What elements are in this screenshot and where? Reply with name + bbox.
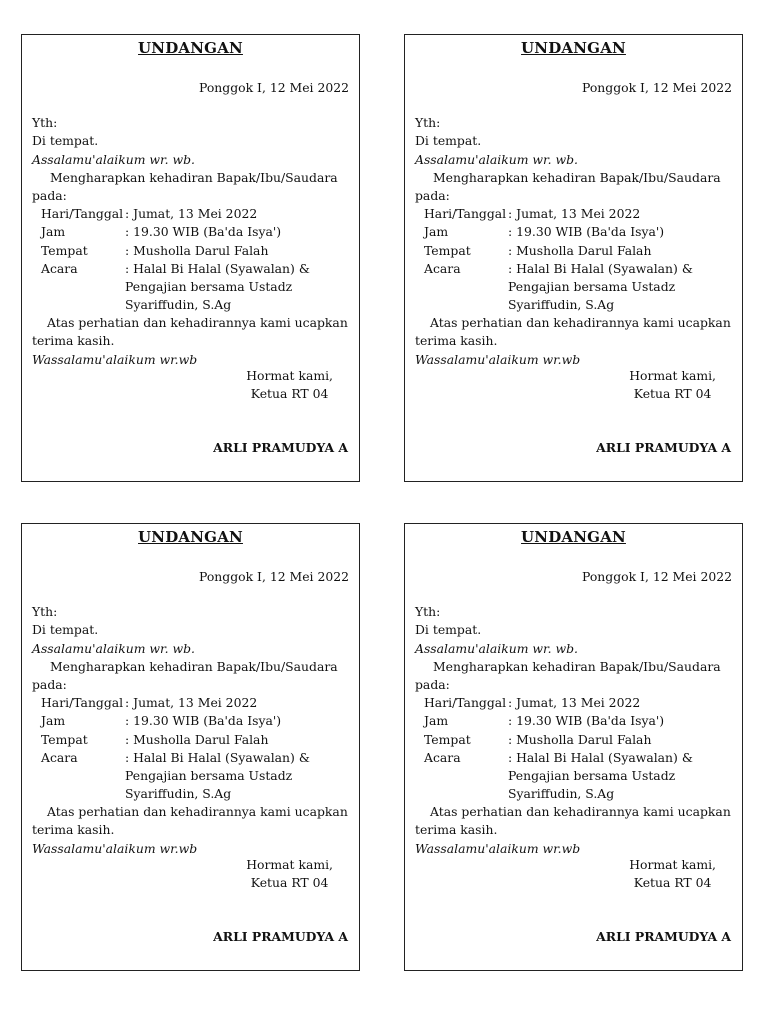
closing-line-2: terima kasih.	[415, 333, 498, 349]
invitation-body	[415, 79, 732, 369]
time-value: : 19.30 WIB (Ba'da Isya')	[508, 224, 665, 240]
position: Ketua RT 04	[250, 386, 329, 402]
day-label: Hari/Tanggal	[424, 206, 507, 222]
signer-name: ARLI PRAMUDYA A	[596, 929, 731, 944]
farewell: Wassalamu'alaikum wr.wb	[415, 351, 581, 367]
venue-value: : Musholla Darul Falah	[508, 731, 652, 747]
recipient: Yth:	[32, 115, 58, 131]
time-label: Jam	[41, 224, 66, 240]
location-line: Di tempat.	[32, 133, 99, 149]
place-date: Ponggok I, 12 Mei 2022	[199, 569, 349, 584]
time-label: Jam	[424, 224, 449, 240]
invitation-title: UNDANGAN	[138, 39, 243, 57]
intro-line-2: pada:	[415, 676, 450, 692]
time-value: : 19.30 WIB (Ba'da Isya')	[125, 224, 282, 240]
closing-line-1: Atas perhatian dan kehadirannya kami ucapkan	[430, 315, 731, 331]
venue-row	[32, 731, 349, 749]
invitation-title: UNDANGAN	[521, 528, 626, 546]
event-value-line-2: Pengajian bersama Ustadz	[125, 278, 293, 294]
closing-line-2: terima kasih.	[32, 333, 115, 349]
signer-name: ARLI PRAMUDYA A	[596, 440, 731, 455]
invitation-body	[415, 568, 732, 858]
invitation-card	[21, 523, 360, 971]
venue-row	[415, 731, 732, 749]
event-value-line-1: : Halal Bi Halal (Syawalan) &	[508, 260, 693, 276]
intro-line-2: pada:	[415, 187, 450, 203]
invitation-card	[21, 34, 360, 482]
event-value-line-2: Pengajian bersama Ustadz	[508, 767, 676, 783]
event-value-line-1: : Halal Bi Halal (Syawalan) &	[125, 749, 310, 765]
closing-line-1: Atas perhatian dan kehadirannya kami ucapkan	[430, 804, 731, 820]
closing-line-2: terima kasih.	[32, 822, 115, 838]
time-value: : 19.30 WIB (Ba'da Isya')	[508, 713, 665, 729]
venue-value: : Musholla Darul Falah	[125, 731, 269, 747]
event-value-line-3: Syariffudin, S.Ag	[125, 297, 232, 313]
farewell: Wassalamu'alaikum wr.wb	[32, 351, 198, 367]
event-value-line-3: Syariffudin, S.Ag	[508, 297, 615, 313]
signer-name: ARLI PRAMUDYA A	[213, 929, 348, 944]
venue-value: : Musholla Darul Falah	[125, 242, 269, 258]
event-value-line-2: Pengajian bersama Ustadz	[508, 278, 676, 294]
recipient: Yth:	[415, 115, 441, 131]
invitation-title: UNDANGAN	[521, 39, 626, 57]
farewell: Wassalamu'alaikum wr.wb	[32, 840, 198, 856]
day-value: : Jumat, 13 Mei 2022	[125, 695, 258, 711]
day-row	[415, 205, 732, 223]
venue-row	[415, 242, 732, 260]
venue-label: Tempat	[41, 731, 88, 747]
place-date: Ponggok I, 12 Mei 2022	[582, 80, 732, 95]
invitation-body	[32, 568, 349, 858]
greeting: Assalamu'alaikum wr. wb.	[32, 640, 195, 656]
location-line: Di tempat.	[415, 622, 482, 638]
signature-block	[629, 367, 716, 403]
event-label: Acara	[41, 260, 78, 276]
time-label: Jam	[424, 713, 449, 729]
invitation-title: UNDANGAN	[138, 528, 243, 546]
intro-line-2: pada:	[32, 676, 67, 692]
day-value: : Jumat, 13 Mei 2022	[508, 695, 641, 711]
event-value-line-3: Syariffudin, S.Ag	[125, 786, 232, 802]
event-label: Acara	[41, 749, 78, 765]
time-row	[32, 223, 349, 241]
location-line: Di tempat.	[32, 622, 99, 638]
position: Ketua RT 04	[633, 386, 712, 402]
closing-line-1: Atas perhatian dan kehadirannya kami ucapkan	[47, 315, 348, 331]
time-row	[415, 223, 732, 241]
time-row	[415, 712, 732, 730]
invitation-body	[32, 79, 349, 369]
location-line: Di tempat.	[415, 133, 482, 149]
day-row	[415, 694, 732, 712]
intro-line-1: Mengharapkan kehadiran Bapak/Ibu/Saudara	[50, 169, 338, 185]
event-label: Acara	[424, 749, 461, 765]
closing-line-2: terima kasih.	[415, 822, 498, 838]
event-row	[32, 260, 349, 278]
day-row	[32, 694, 349, 712]
day-label: Hari/Tanggal	[41, 695, 124, 711]
venue-label: Tempat	[424, 731, 471, 747]
signature-block	[629, 856, 716, 892]
intro-line-1: Mengharapkan kehadiran Bapak/Ibu/Saudara	[433, 169, 721, 185]
venue-row	[32, 242, 349, 260]
intro-line-1: Mengharapkan kehadiran Bapak/Ibu/Saudara	[433, 658, 721, 674]
greeting: Assalamu'alaikum wr. wb.	[415, 640, 578, 656]
signer-name: ARLI PRAMUDYA A	[213, 440, 348, 455]
day-label: Hari/Tanggal	[41, 206, 124, 222]
farewell: Wassalamu'alaikum wr.wb	[415, 840, 581, 856]
day-value: : Jumat, 13 Mei 2022	[125, 206, 258, 222]
time-value: : 19.30 WIB (Ba'da Isya')	[125, 713, 282, 729]
regards: Hormat kami,	[246, 368, 333, 383]
position: Ketua RT 04	[250, 875, 329, 891]
event-label: Acara	[424, 260, 461, 276]
place-date: Ponggok I, 12 Mei 2022	[582, 569, 732, 584]
venue-label: Tempat	[424, 242, 471, 258]
greeting: Assalamu'alaikum wr. wb.	[32, 151, 195, 167]
day-label: Hari/Tanggal	[424, 695, 507, 711]
intro-line-2: pada:	[32, 187, 67, 203]
signature-block	[246, 856, 333, 892]
invitation-card	[404, 523, 743, 971]
regards: Hormat kami,	[246, 857, 333, 872]
regards: Hormat kami,	[629, 857, 716, 872]
place-date: Ponggok I, 12 Mei 2022	[199, 80, 349, 95]
recipient: Yth:	[32, 604, 58, 620]
closing-line-1: Atas perhatian dan kehadirannya kami ucapkan	[47, 804, 348, 820]
regards: Hormat kami,	[629, 368, 716, 383]
time-label: Jam	[41, 713, 66, 729]
recipient: Yth:	[415, 604, 441, 620]
day-value: : Jumat, 13 Mei 2022	[508, 206, 641, 222]
signature-block	[246, 367, 333, 403]
event-value-line-2: Pengajian bersama Ustadz	[125, 767, 293, 783]
intro-line-1: Mengharapkan kehadiran Bapak/Ibu/Saudara	[50, 658, 338, 674]
event-value-line-1: : Halal Bi Halal (Syawalan) &	[508, 749, 693, 765]
event-row	[415, 749, 732, 767]
greeting: Assalamu'alaikum wr. wb.	[415, 151, 578, 167]
position: Ketua RT 04	[633, 875, 712, 891]
event-row	[415, 260, 732, 278]
day-row	[32, 205, 349, 223]
venue-label: Tempat	[41, 242, 88, 258]
event-value-line-3: Syariffudin, S.Ag	[508, 786, 615, 802]
event-value-line-1: : Halal Bi Halal (Syawalan) &	[125, 260, 310, 276]
venue-value: : Musholla Darul Falah	[508, 242, 652, 258]
invitation-card	[404, 34, 743, 482]
event-row	[32, 749, 349, 767]
time-row	[32, 712, 349, 730]
